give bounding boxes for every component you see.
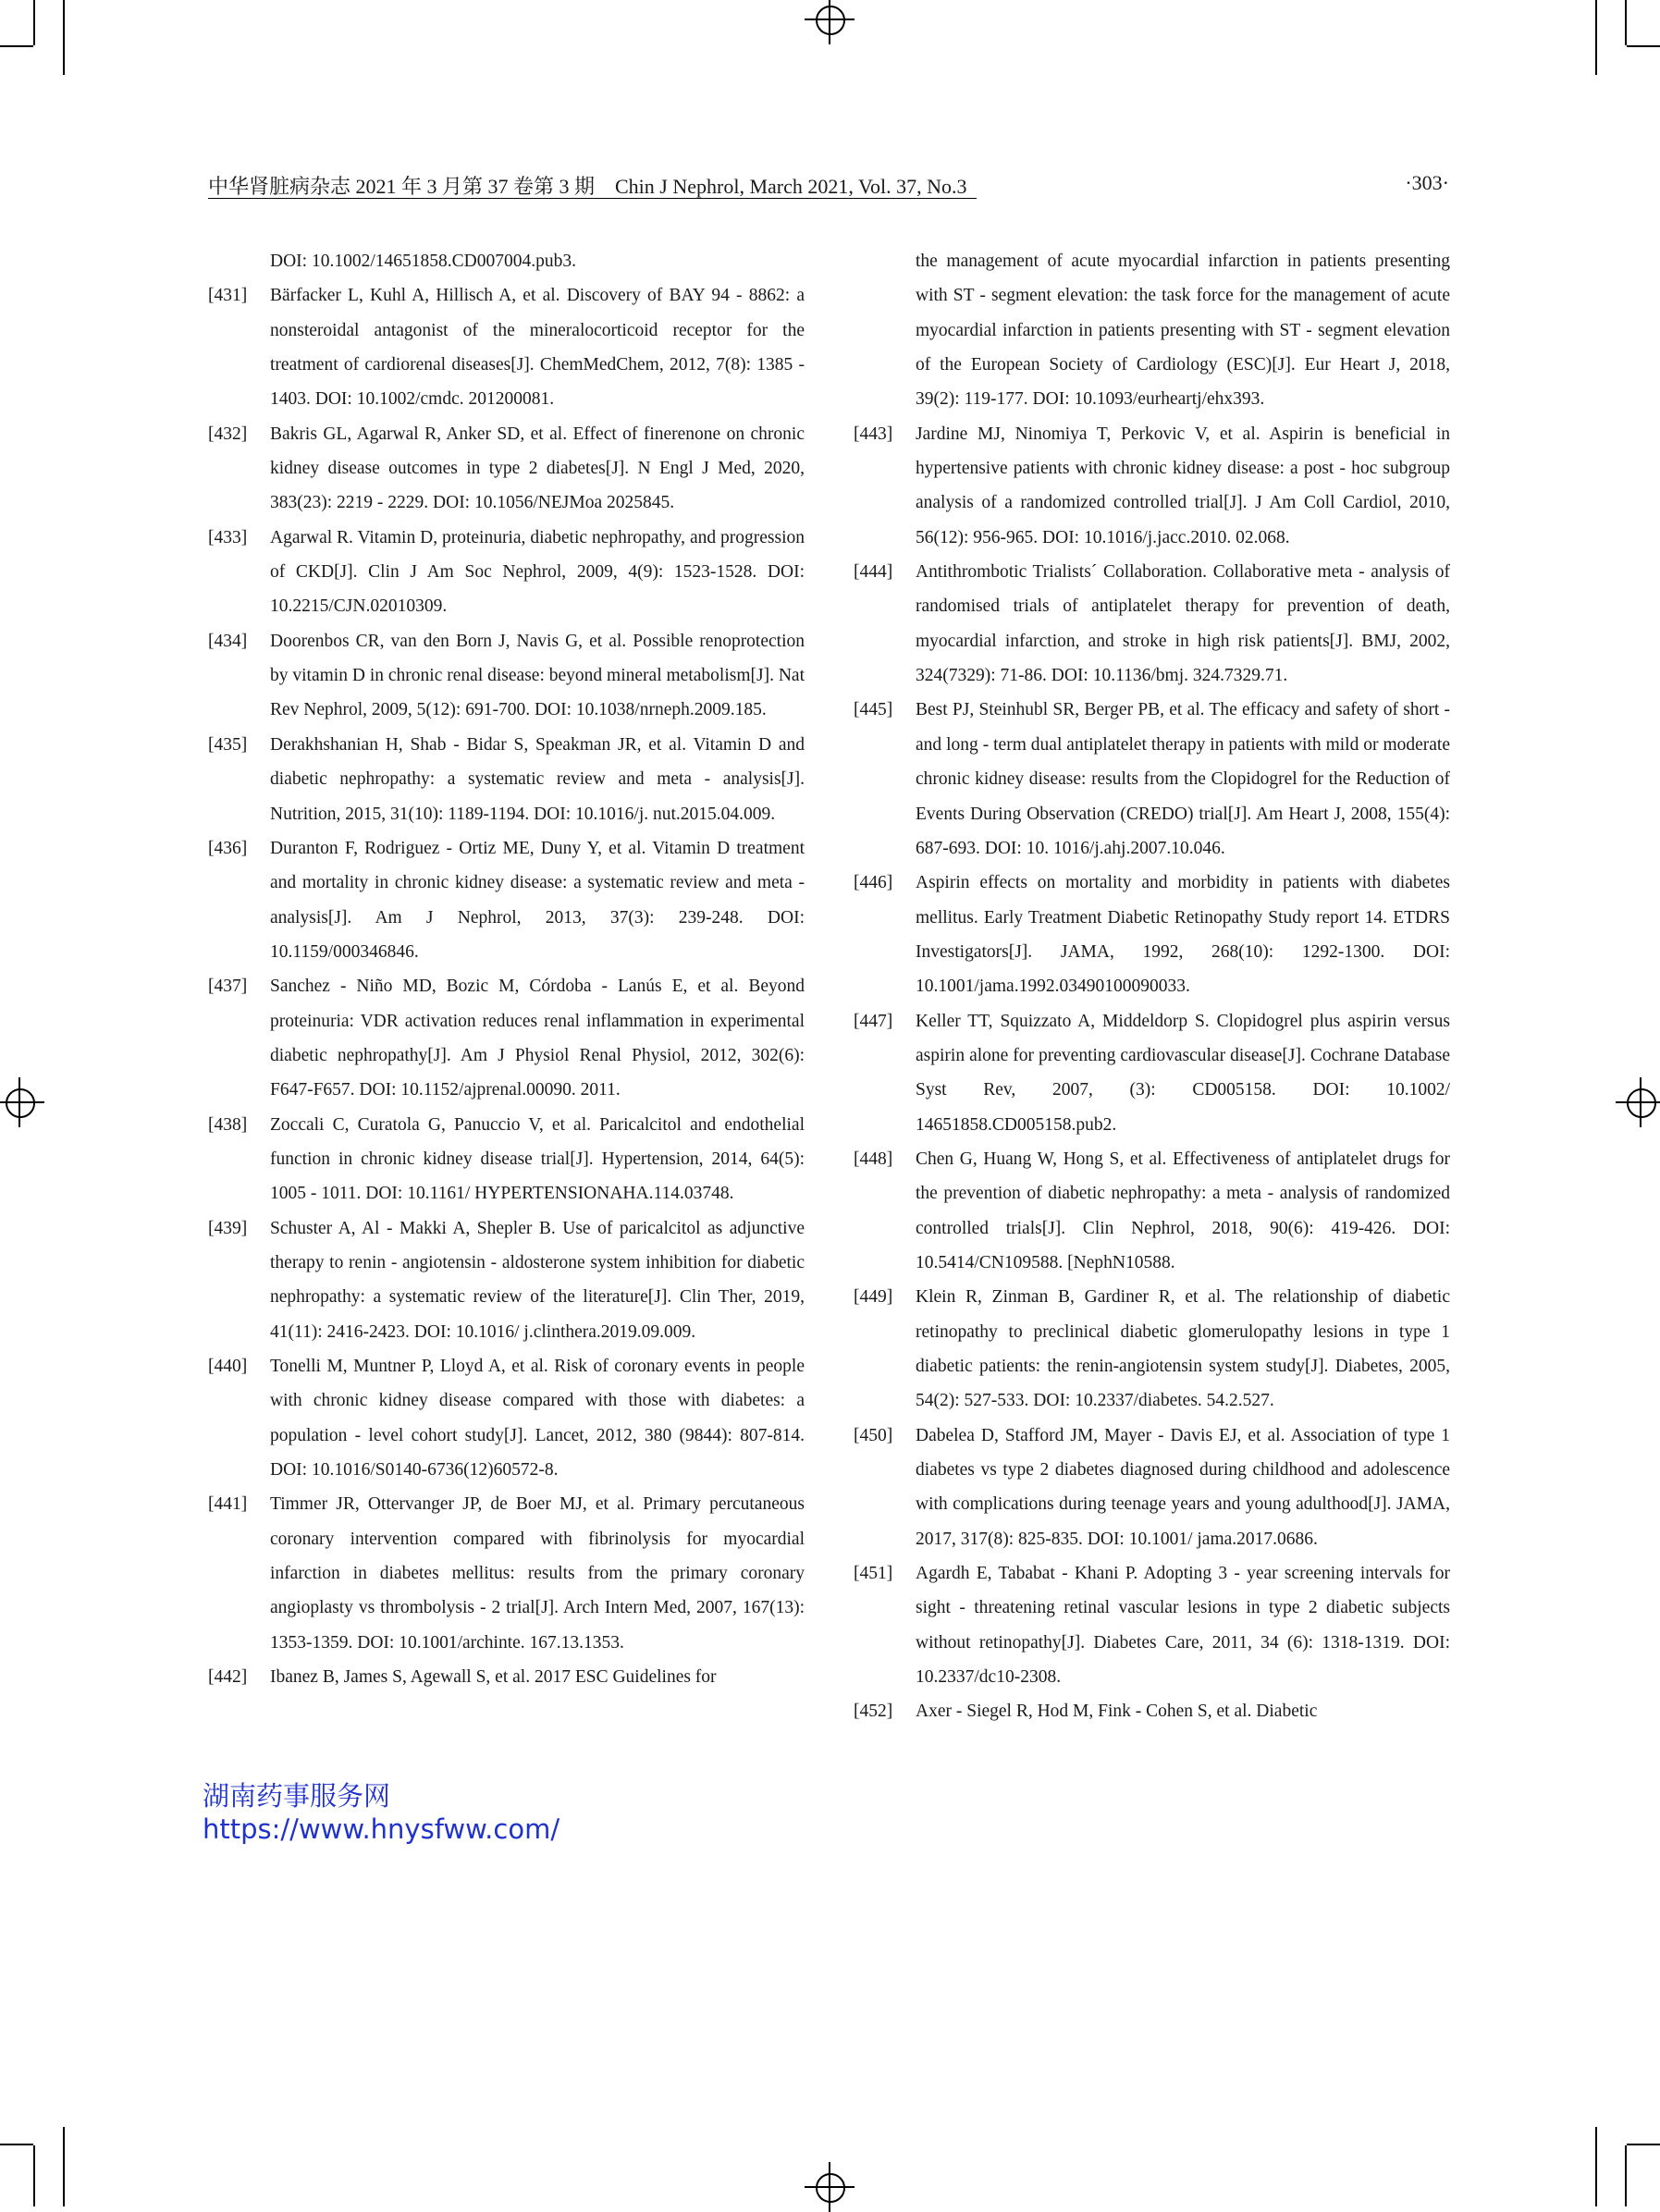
reference-number: [433] — [208, 527, 248, 547]
registration-mark-left — [0, 1077, 44, 1127]
reference-number: [444] — [854, 562, 893, 583]
reference-number: [438] — [208, 1114, 248, 1135]
reference-text: Ibanez B, James S, Agewall S, et al. 2017 ESC Guidelines for — [270, 1667, 717, 1688]
crop-mark — [0, 2144, 33, 2145]
reference-text: Tonelli M, Muntner P, Lloyd A, et al. Risk of coronary events in people with chronic kidney disease compared with those with diabetes: a population - level cohort study[J]. Lancet, 2012, 380 (9844): 807-814. DOI: 10.1016/S0140-6736(12)60572-8. — [270, 1357, 805, 1481]
reference-text: Bakris GL, Agarwal R, Anker SD, et al. Effect of finerenone on chronic kidney disease outcomes in type 2 diabetes[J]. N Engl J Med, 2020, 383(23): 2219 - 2229. DOI: 10.1056/NEJMoa 2025845. — [270, 424, 805, 513]
page-number: ·303· — [1405, 171, 1449, 194]
reference-item — [854, 866, 1450, 1003]
reference-item — [208, 1349, 805, 1487]
reference-number: [446] — [854, 873, 893, 893]
reference-text: Bärfacker L, Kuhl A, Hillisch A, et al. Discovery of BAY 94 - 8862: a nonsteroidal antagonist of the mineralocorticoid receptor for the treatment of cardiorenal diseases[J]. ChemMedChem, 2012, 7(8): 1385 - 1403. DOI: 10.1002/cmdc. 201200081. — [270, 286, 805, 410]
reference-item — [854, 1142, 1450, 1280]
reference-item — [854, 1556, 1450, 1694]
crop-mark — [63, 2127, 65, 2206]
reference-text: Schuster A, Al - Makki A, Shepler B. Use of paricalcitol as adjunctive therapy to renin - angiotensin - aldosterone system inhibition for diabetic nephropathy: a systematic review of the literature[J]. Clin Ther, 2019, 41(11): 2416-2423. DOI: 10.1016/ j.clinthera.2019.09.009. — [270, 1218, 805, 1342]
crop-mark — [1625, 0, 1627, 45]
reference-item — [208, 969, 805, 1107]
running-header — [208, 171, 1449, 197]
reference-continuation — [854, 244, 1450, 417]
registration-mark-top — [805, 0, 855, 44]
reference-number: [431] — [208, 286, 248, 306]
crop-mark — [1627, 45, 1660, 47]
reference-item — [208, 521, 805, 624]
reference-item — [208, 1211, 805, 1349]
site-name: 湖南药事服务网 — [203, 1780, 391, 1812]
crop-mark — [33, 2145, 35, 2206]
reference-number: [439] — [208, 1218, 248, 1238]
reference-text: Aspirin effects on mortality and morbidity in patients with diabetes mellitus. Early Treatment Diabetic Retinopathy Study report 14. ETDRS Investigators[J]. JAMA, 1992, 268(10): 1292-1300. DOI: 10.1001/jama.1992.03490100090033. — [916, 873, 1450, 997]
reference-text: Axer - Siegel R, Hod M, Fink - Cohen S, et al. Diabetic — [916, 1702, 1318, 1722]
reference-text: Jardine MJ, Ninomiya T, Perkovic V, et al. Aspirin is beneficial in hypertensive patients with chronic kidney disease: a post - hoc subgroup analysis of a randomized controlled trial[J]. J Am Coll Cardiol, 2010, 56(12): 956-965. DOI: 10.1016/j.jacc.2010. 02.068. — [916, 424, 1450, 547]
header-rule — [208, 198, 977, 199]
reference-item — [854, 1004, 1450, 1142]
reference-number: [450] — [854, 1425, 893, 1445]
reference-column-right — [854, 244, 1450, 1729]
reference-column-left — [208, 244, 805, 1694]
reference-text: Best PJ, Steinhubl SR, Berger PB, et al. The efficacy and safety of short - and long - term dual antiplatelet therapy in patients with mild or moderate chronic kidney disease: results from the Clopidogrel for the Reduction of Events During Observation (CREDO) trial[J]. Am Heart J, 2008, 155(4): 687-693. DOI: 10. 1016/j.ahj.2007.10.046. — [916, 700, 1450, 858]
reference-number: [451] — [854, 1564, 893, 1584]
registration-mark-bottom — [805, 2162, 855, 2212]
reference-number: [441] — [208, 1494, 248, 1515]
site-url[interactable]: https://www.hnysfww.com/ — [203, 1813, 560, 1845]
reference-text: Keller TT, Squizzato A, Middeldorp S. Clopidogrel plus aspirin versus aspirin alone for preventing cardiovascular disease[J]. Cochrane Database Syst Rev, 2007, (3): CD005158. DOI: 10.1002/ 14651858.CD005158.pub2. — [916, 1011, 1450, 1135]
reference-number: [445] — [854, 700, 893, 720]
reference-item — [208, 831, 805, 969]
reference-number: [443] — [854, 424, 893, 444]
reference-text: Duranton F, Rodriguez - Ortiz ME, Duny Y, et al. Vitamin D treatment and mortality in chronic kidney disease: a systematic review and meta - analysis[J]. Am J Nephrol, 2013, 37(3): 239-248. DOI: 10.1159/000346846. — [270, 838, 805, 962]
reference-text: Klein R, Zinman B, Gardiner R, et al. The relationship of diabetic retinopathy to preclinical diabetic glomerulopathy lesions in type 1 diabetic patients: the renin-angiotensin system study[J]. Diabetes, 2005, 54(2): 527-533. DOI: 10.2337/diabetes. 54.2.527. — [916, 1287, 1450, 1411]
reference-number: [432] — [208, 424, 248, 444]
reference-number: [440] — [208, 1357, 248, 1376]
reference-item — [208, 1108, 805, 1211]
reference-item — [208, 417, 805, 521]
site-watermark — [203, 1779, 559, 1846]
journal-title: 中华肾脏病杂志 2021 年 3 月第 37 卷第 3 期 Chin J Nephrol, March 2021, Vol. 37, No.3 — [208, 175, 967, 198]
reference-text: Dabelea D, Stafford JM, Mayer - Davis EJ, et al. Association of type 1 diabetes vs type 2 diabetes diagnosed during childhood and adolescence with complications during teenage years and young adulthood[J]. JAMA, 2017, 317(8): 825-835. DOI: 10.1001/ jama.2017.0686. — [916, 1425, 1450, 1549]
reference-number: [436] — [208, 838, 248, 858]
reference-text: Zoccali C, Curatola G, Panuccio V, et al. Paricalcitol and endothelial function in chronic kidney disease trial[J]. Hypertension, 2014, 64(5): 1005 - 1011. DOI: 10.1161/ HYPERTENSIONAHA.114.03748. — [270, 1114, 805, 1204]
reference-item — [208, 1660, 805, 1694]
reference-text: the management of acute myocardial infarction in patients presenting with ST - segment elevation: the task force for the management of acute myocardial infarction in patients presenting with ST - segment elevation of the European Society of Cardiology (ESC)[J]. Eur Heart J, 2018, 39(2): 119-177. DOI: 10.1093/eurheartj/ehx393. — [916, 252, 1450, 410]
reference-number: [442] — [208, 1667, 248, 1688]
reference-number: [448] — [854, 1149, 893, 1169]
reference-number: [434] — [208, 631, 248, 651]
reference-item — [854, 555, 1450, 693]
reference-number: [435] — [208, 734, 248, 755]
crop-mark — [0, 45, 33, 47]
crop-mark — [63, 0, 65, 75]
reference-item — [854, 1419, 1450, 1556]
reference-item — [208, 1487, 805, 1660]
reference-text: Antithrombotic Trialists´ Collaboration. Collaborative meta - analysis of randomised trials of antiplatelet therapy for prevention of death, myocardial infarction, and stroke in high risk patients[J]. BMJ, 2002, 324(7329): 71-86. DOI: 10.1136/bmj. 324.7329.71. — [916, 562, 1450, 686]
crop-mark — [1595, 0, 1597, 75]
crop-mark — [1625, 2145, 1627, 2206]
reference-number: [452] — [854, 1702, 893, 1722]
crop-mark — [1595, 2127, 1597, 2206]
reference-text: Sanchez - Niño MD, Bozic M, Córdoba - Lanús E, et al. Beyond proteinuria: VDR activation reduces renal inflammation in experimental diabetic nephropathy[J]. Am J Physiol Renal Physiol, 2012, 302(6): F647-F657. DOI: 10.1152/ajprenal.00090. 2011. — [270, 977, 805, 1100]
reference-text: DOI: 10.1002/14651858.CD007004.pub3. — [270, 252, 576, 271]
reference-item — [854, 1694, 1450, 1728]
reference-item — [208, 728, 805, 831]
reference-text: Agardh E, Tababat - Khani P. Adopting 3 - year screening intervals for sight - threatening retinal vascular lesions in type 2 diabetic subjects without retinopathy[J]. Diabetes Care, 2011, 34 (6): 1318-1319. DOI: 10.2337/dc10-2308. — [916, 1564, 1450, 1688]
reference-text: Chen G, Huang W, Hong S, et al. Effectiveness of antiplatelet drugs for the prevention of diabetic nephropathy: a meta - analysis of randomized controlled trials[J]. Clin Nephrol, 2018, 90(6): 419-426. DOI: 10.5414/CN109588. [NephN10588. — [916, 1149, 1450, 1272]
reference-text: Timmer JR, Ottervanger JP, de Boer MJ, et al. Primary percutaneous coronary intervention compared with fibrinolysis for myocardial infarction in diabetes mellitus: results from the primary coronary angioplasty vs thrombolysis - 2 trial[J]. Arch Intern Med, 2007, 167(13): 1353-1359. DOI: 10.1001/archinte. 167.13.1353. — [270, 1494, 805, 1653]
reference-continuation — [208, 244, 805, 278]
crop-mark — [1627, 2144, 1660, 2145]
reference-number: [447] — [854, 1011, 893, 1031]
reference-text: Doorenbos CR, van den Born J, Navis G, et al. Possible renoprotection by vitamin D in chronic renal disease: beyond mineral metabolism[J]. Nat Rev Nephrol, 2009, 5(12): 691-700. DOI: 10.1038/nrneph.2009.185. — [270, 631, 805, 720]
reference-item — [208, 624, 805, 728]
crop-mark — [33, 0, 35, 45]
reference-item — [854, 417, 1450, 555]
reference-item — [208, 278, 805, 416]
reference-number: [449] — [854, 1287, 893, 1308]
registration-mark-right — [1616, 1077, 1660, 1127]
reference-item — [854, 693, 1450, 866]
reference-number: [437] — [208, 977, 248, 997]
reference-text: Derakhshanian H, Shab - Bidar S, Speakman JR, et al. Vitamin D and diabetic nephropathy: a systematic review and meta - analysis[J]. Nutrition, 2015, 31(10): 1189-1194. DOI: 10.1016/j. nut.2015.04.009. — [270, 734, 805, 824]
reference-item — [854, 1280, 1450, 1418]
reference-text: Agarwal R. Vitamin D, proteinuria, diabetic nephropathy, and progression of CKD[J]. Clin J Am Soc Nephrol, 2009, 4(9): 1523-1528. DOI: 10.2215/CJN.02010309. — [270, 527, 805, 617]
